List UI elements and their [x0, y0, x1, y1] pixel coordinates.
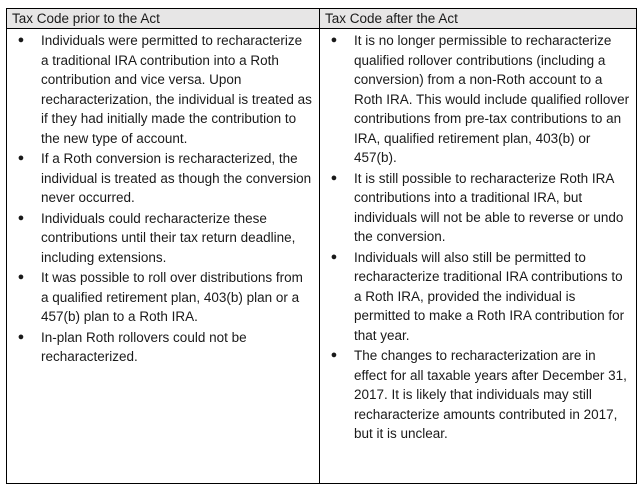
list-item	[320, 248, 630, 346]
after-column	[320, 29, 637, 484]
list-item-text: The changes to recharacterization are in effect for all taxable years after December 31, 2017. It is likely that individuals may still recharacterize amounts contributed in 2017, but it is unclear.	[354, 348, 627, 441]
bullet-icon: ●	[17, 34, 25, 46]
list-item-text: If a Roth conversion is recharacterized, the individual is treated as though the conversion never occurred.	[41, 151, 312, 205]
bullet-icon: ●	[330, 349, 338, 361]
header-prior-to-act: Tax Code prior to the Act	[7, 9, 320, 29]
list-item	[7, 328, 313, 367]
list-item	[7, 268, 313, 327]
list-item	[320, 346, 630, 444]
bullet-icon: ●	[330, 34, 338, 46]
bullet-icon: ●	[17, 152, 25, 164]
list-item-text: Individuals were permitted to recharacterize a traditional IRA contribution into a Roth contribution and vice versa. Upon recharacterization, the individual is treated as if they had initially made the contribution to the new type of account.	[41, 33, 312, 146]
list-item	[7, 31, 313, 148]
bullet-icon: ●	[17, 271, 25, 283]
prior-column	[7, 29, 320, 484]
header-row	[7, 9, 637, 29]
list-item	[7, 209, 313, 268]
prior-bullet-list	[7, 29, 319, 367]
list-item-text: Individuals could recharacterize these contributions until their tax return deadline, including extensions.	[41, 210, 296, 265]
bullet-icon: ●	[17, 330, 25, 343]
list-item-text: It is still possible to recharacterize Roth IRA contributions into a traditional IRA, but individuals will not be able to reverse or undo the conversion.	[354, 170, 624, 244]
list-item-text: In-plan Roth rollovers could not be recharacterized.	[41, 329, 247, 364]
comparison-table	[6, 8, 637, 484]
bullet-icon: ●	[17, 211, 25, 224]
content-row	[7, 29, 637, 484]
list-item	[7, 149, 313, 208]
list-item	[320, 169, 630, 247]
bullet-icon: ●	[330, 171, 338, 184]
list-item-text: It is no longer permissible to recharacterize qualified rollover contributions (including a conversion) from a non-Roth account to a Roth IRA. This would include qualified rollover contributions from pre-tax contributions to an IRA, qualified retirement plan, 403(b) or 457(b).	[354, 33, 630, 165]
list-item-text: It was possible to roll over distributions from a qualified retirement plan, 403(b) plan or a 457(b) plan to a Roth IRA.	[41, 270, 303, 324]
list-item-text: Individuals will also still be permitted to recharacterize traditional IRA contributions to a Roth IRA, provided the individual is permitted to make a Roth IRA contribution for that year.	[354, 249, 625, 343]
after-bullet-list	[320, 29, 636, 444]
header-after-act: Tax Code after the Act	[320, 9, 637, 29]
bullet-icon: ●	[330, 250, 338, 263]
list-item	[320, 31, 630, 168]
